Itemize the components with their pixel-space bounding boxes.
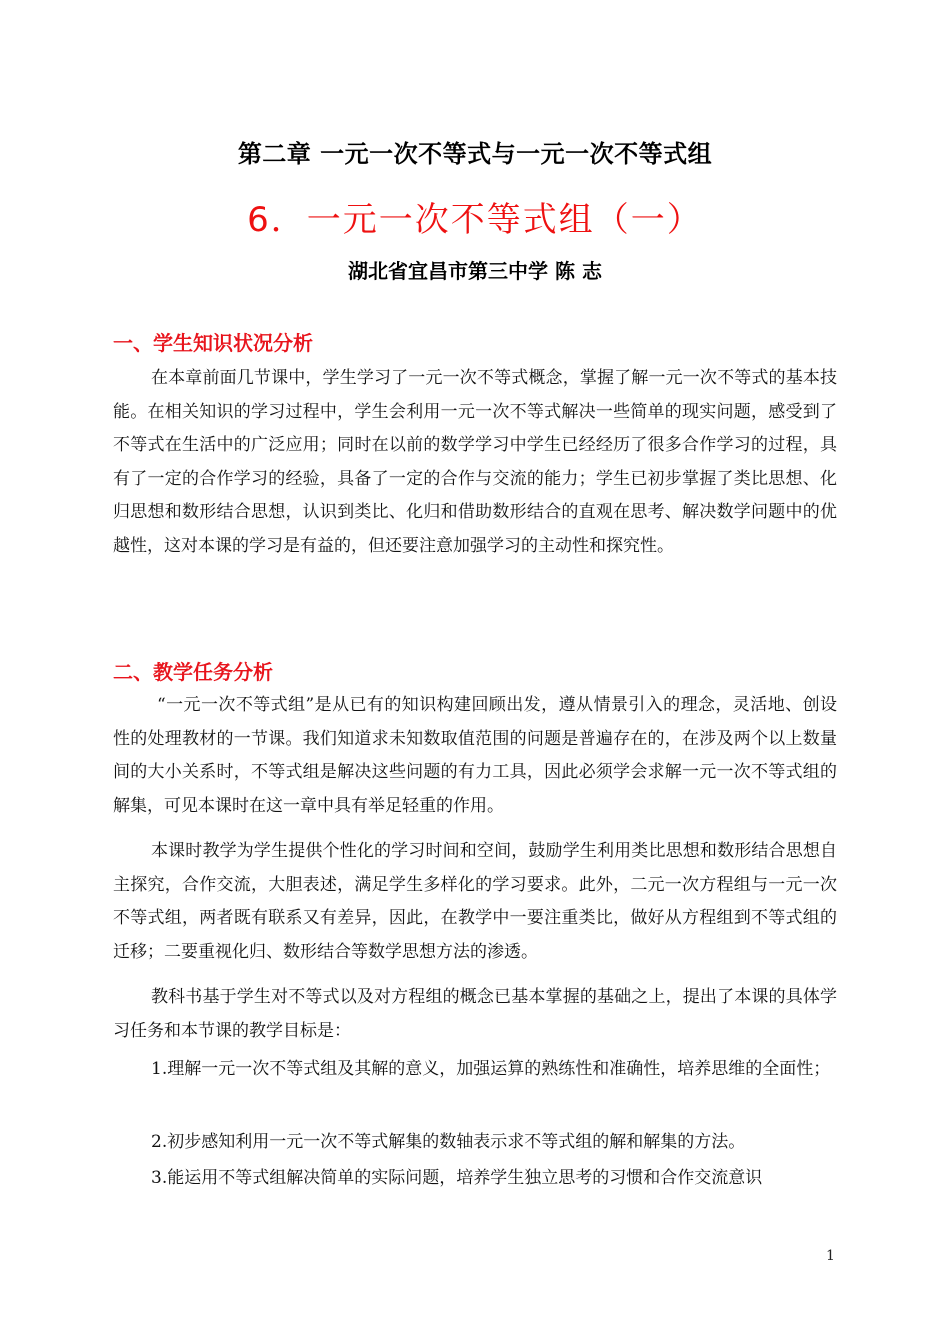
goal-item-2: 2.初步感知利用一元一次不等式解集的数轴表示求不等式组的解和解集的方法。 [151,1132,746,1152]
goal-item-1: 1.理解一元一次不等式组及其解的意义，加强运算的熟练性和准确性，培养思维的全面性； [151,1059,831,1079]
section-heading-task-analysis: 二、教学任务分析 [113,660,273,684]
author-line: 湖北省宜昌市第三中学 陈 志 [348,259,602,283]
paragraph-task-intro: “一元一次不等式组”是从已有的知识构建回顾出发，遵从情景引入的理念，灵活地、创设性的处理教材的一节课。我们知道求未知数取值范围的问题是普遍存在的，在涉及两个以上数量间的大小关系时，不等式组是解决这些问题的有力工具，因此必须学会求解一元一次不等式组的解集，可见本课时在这一章中具有举足轻重的作用。 [113,695,837,816]
chapter-title: 第二章 一元一次不等式与一元一次不等式组 [237,139,713,168]
goal-item-3: 3.能运用不等式组解决简单的实际问题，培养学生独立思考的习惯和合作交流意识 [151,1168,763,1188]
page-number: 1 [826,1248,835,1264]
lesson-title: 6．一元一次不等式组（一） [247,200,703,240]
paragraph-teaching-approach: 本课时教学为学生提供个性化的学习时间和空间，鼓励学生利用类比思想和数形结合思想自主探究，合作交流，大胆表述，满足学生多样化的学习要求。此外，二元一次方程组与一元一次不等式组，两者既有联系又有差异，因此，在教学中一要注重类比，做好从方程组到不等式组的迁移；二要重视化归、数形结合等数学思想方法的渗透。 [113,841,837,962]
section-heading-student-analysis: 一、学生知识状况分析 [113,331,313,355]
paragraph-goals-intro: 教科书基于学生对不等式以及对方程组的概念已基本掌握的基础之上，提出了本课的具体学习任务和本节课的教学目标是： [113,987,837,1041]
paragraph-student-analysis: 在本章前面几节课中，学生学习了一元一次不等式概念，掌握了解一元一次不等式的基本技能。在相关知识的学习过程中，学生会利用一元一次不等式解决一些简单的现实问题，感受到了不等式在生活中的广泛应用；同时在以前的数学学习中学生已经经历了很多合作学习的过程，具有了一定的合作学习的经验，具备了一定的合作与交流的能力；学生已初步掌握了类比思想、化归思想和数形结合思想，认识到类比、化归和借助数形结合的直观在思考、解决数学问题中的优越性，这对本课的学习是有益的，但还要注意加强学习的主动性和探究性。 [113,368,837,556]
